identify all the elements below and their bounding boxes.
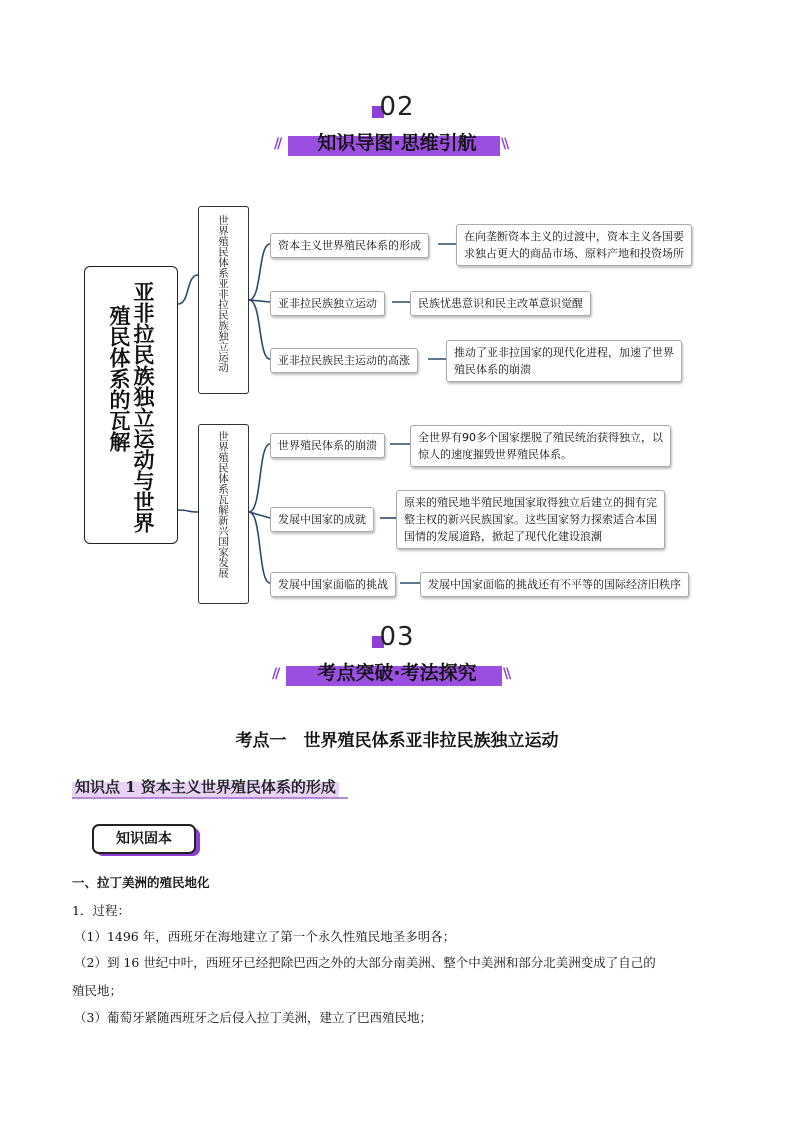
detail-line: 民族忧患意识和民主改革意识觉醒 <box>418 297 583 310</box>
section-title: 考点突破·考法探究 <box>317 662 477 684</box>
root-title-col2: 殖民体系的瓦解 <box>107 305 131 452</box>
detail-colonial-collapse <box>410 425 671 467</box>
content-heading: 一、拉丁美洲的殖民地化 <box>72 875 210 890</box>
section-03-header <box>0 622 794 692</box>
detail-line: 国情的发展道路，掀起了现代化建设浪潮 <box>404 530 602 543</box>
badge-label: 知识固本 <box>92 824 196 854</box>
content-paragraph-1: （1）1496 年，西班牙在海地建立了第一个永久性殖民地圣多明各； <box>74 929 456 944</box>
topic-colonial-collapse: 世界殖民体系的崩溃 <box>270 433 385 458</box>
detail-democratic-movement-rise <box>446 340 682 382</box>
root-title-col1: 亚非拉民族独立运动与世界 <box>131 281 155 533</box>
mindmap-root <box>84 266 178 544</box>
topic-developing-challenges: 发展中国家面临的挑战 <box>270 572 396 597</box>
detail-line: 全世界有90多个国家摆脱了殖民统治获得独立，以 <box>418 431 663 444</box>
left-slash-decoration: // <box>272 666 279 682</box>
branch-colonial-independence <box>198 206 249 394</box>
branch-colonial-collapse <box>198 424 249 604</box>
topic-colonial-system-formation: 资本主义世界殖民体系的形成 <box>270 233 429 258</box>
right-slash-decoration: \\ <box>501 136 508 152</box>
knowledge-badge <box>92 824 202 856</box>
detail-colonial-system-formation <box>456 224 692 266</box>
kaodian-title: 考点一 世界殖民体系亚非拉民族独立运动 <box>235 731 559 751</box>
knowledge-point-title: 知识点 1 资本主义世界殖民体系的形成 <box>72 775 339 798</box>
topic-developing-achievements: 发展中国家的成就 <box>270 507 374 532</box>
knowledge-point-underline <box>72 797 348 799</box>
detail-line: 推动了亚非拉国家的现代化进程，加速了世界 <box>454 346 674 359</box>
detail-line: 求独占更大的商品市场、原料产地和投资场所 <box>464 247 684 260</box>
detail-line: 整主权的新兴民族国家。这些国家努力探索适合本国 <box>404 513 657 526</box>
detail-line: 殖民体系的崩溃 <box>454 363 531 376</box>
left-slash-decoration: // <box>274 136 281 152</box>
section-title: 知识导图·思维引航 <box>317 132 477 154</box>
content-paragraph-2: （2）到 16 世纪中叶，西班牙已经把除巴西之外的大部分南美洲、整个中美洲和部分北美洲变成了自己的 <box>74 955 656 970</box>
content-paragraph-3: （3）葡萄牙紧随西班牙之后侵入拉丁美洲，建立了巴西殖民地； <box>74 1010 432 1025</box>
detail-line: 在向垄断资本主义的过渡中，资本主义各国要 <box>464 230 684 243</box>
detail-line: 原来的殖民地半殖民地国家取得独立后建立的拥有完 <box>404 496 657 509</box>
detail-line: 发展中国家面临的挑战还有不平等的国际经济旧秩序 <box>428 578 681 591</box>
topic-democratic-movement-rise: 亚非拉民族民主运动的高涨 <box>270 348 418 373</box>
branch-label: 世界殖民体系瓦解新兴国家发展 <box>217 431 229 578</box>
section-number: 02 <box>379 92 415 122</box>
content-item-1: 1．过程： <box>72 903 130 918</box>
detail-line: 惊人的速度摧毁世界殖民体系。 <box>418 448 572 461</box>
section-number: 03 <box>379 622 415 652</box>
branch-label: 世界殖民体系亚非拉民族独立运动 <box>217 215 229 373</box>
content-paragraph-2-cont: 殖民地； <box>72 983 123 998</box>
topic-independence-movement: 亚非拉民族独立运动 <box>270 291 385 316</box>
detail-independence-movement <box>410 291 591 316</box>
right-slash-decoration: \\ <box>503 666 510 682</box>
detail-developing-achievements <box>396 490 665 549</box>
detail-developing-challenges <box>420 572 689 597</box>
